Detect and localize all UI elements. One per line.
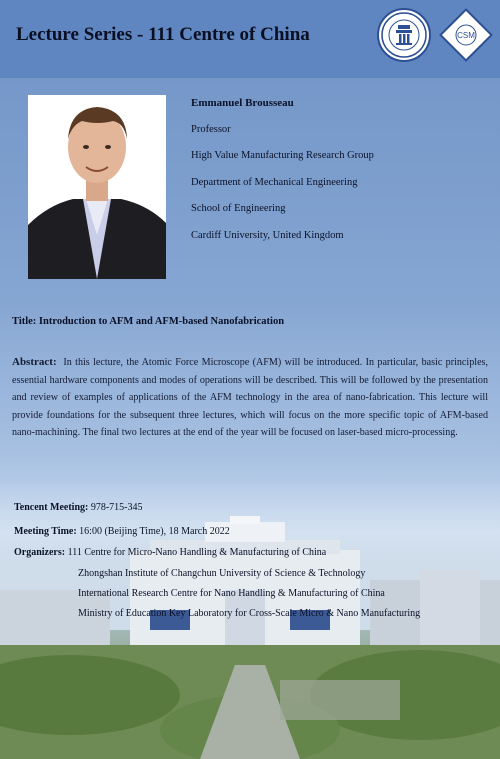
speaker-university: Cardiff University, United Kingdom	[191, 229, 344, 241]
speaker-school: School of Engineering	[191, 203, 286, 214]
speaker-group: High Value Manufacturing Research Group	[191, 150, 374, 161]
csm-logo	[439, 8, 493, 62]
organizer-item: Zhongshan Institute of Changchun University of Science & Technology	[78, 568, 366, 579]
speaker-photo	[28, 95, 166, 279]
meeting-time-value: 16:00 (Beijing Time), 18 March 2022	[79, 526, 230, 537]
speaker-department: Department of Mechanical Engineering	[191, 176, 358, 188]
organizer-item: 111 Centre for Micro-Nano Handling & Manufacturing of China	[67, 547, 327, 558]
talk-title: Title: Introduction to AFM and AFM-based Nanofabrication	[12, 316, 285, 327]
tencent-meeting-label: Tencent Meeting:	[14, 502, 89, 513]
page-title: Lecture Series - 111 Centre of China	[16, 24, 310, 45]
abstract: Abstract: In this lecture, the Atomic Force Microscope (AFM) will be introduced. In particular, basic principles, essential hardware components and modes of operations will be described. This will be followed by the presentation and review of examples of applications of the AFM technology in the area of nano-fabrication. This lecture will provide foundations for the subsequent three lectures, which will focus on the more specific topic of AFM-based nano-machining. The final two lectures at the end of the year will be focused on laser-based micro-processing.	[12, 356, 489, 438]
organizer-item: Ministry of Education Key Laboratory for Cross-Scale Micro & Nano Manufacturing	[78, 608, 421, 619]
meeting-time	[14, 526, 230, 537]
speaker-position: Professor	[191, 123, 231, 135]
organizer-item: International Research Centre for Nano Handling & Manufacturing of China	[78, 588, 385, 599]
meeting-time-label: Meeting Time:	[14, 526, 77, 537]
abstract-text: In this lecture, the Atomic Force Microscope (AFM) will be introduced. In particular, basic principles, essential hardware components and modes of operations will be described. This will be followed by the presentation and review of examples of applications of the AFM technology in the area of nano-fabrication. This lecture will provide foundations for the subsequent three lectures, which will focus on the more specific topic of AFM-based nano-machining. The final two lectures at the end of the year will be focused on laser-based micro-processing.	[12, 357, 489, 438]
svg-text:CSM: CSM	[457, 31, 475, 40]
tencent-meeting-id[interactable]: 978-715-345	[90, 502, 143, 513]
organizers-label: Organizers:	[14, 547, 66, 558]
organizers	[14, 547, 326, 558]
abstract-label: Abstract	[12, 356, 53, 368]
speaker-name: Emmanuel Brousseau	[191, 97, 294, 109]
university-seal-logo	[377, 8, 431, 62]
campus-photo	[0, 480, 500, 759]
speaker-bio	[191, 97, 374, 256]
tencent-meeting	[14, 502, 143, 513]
